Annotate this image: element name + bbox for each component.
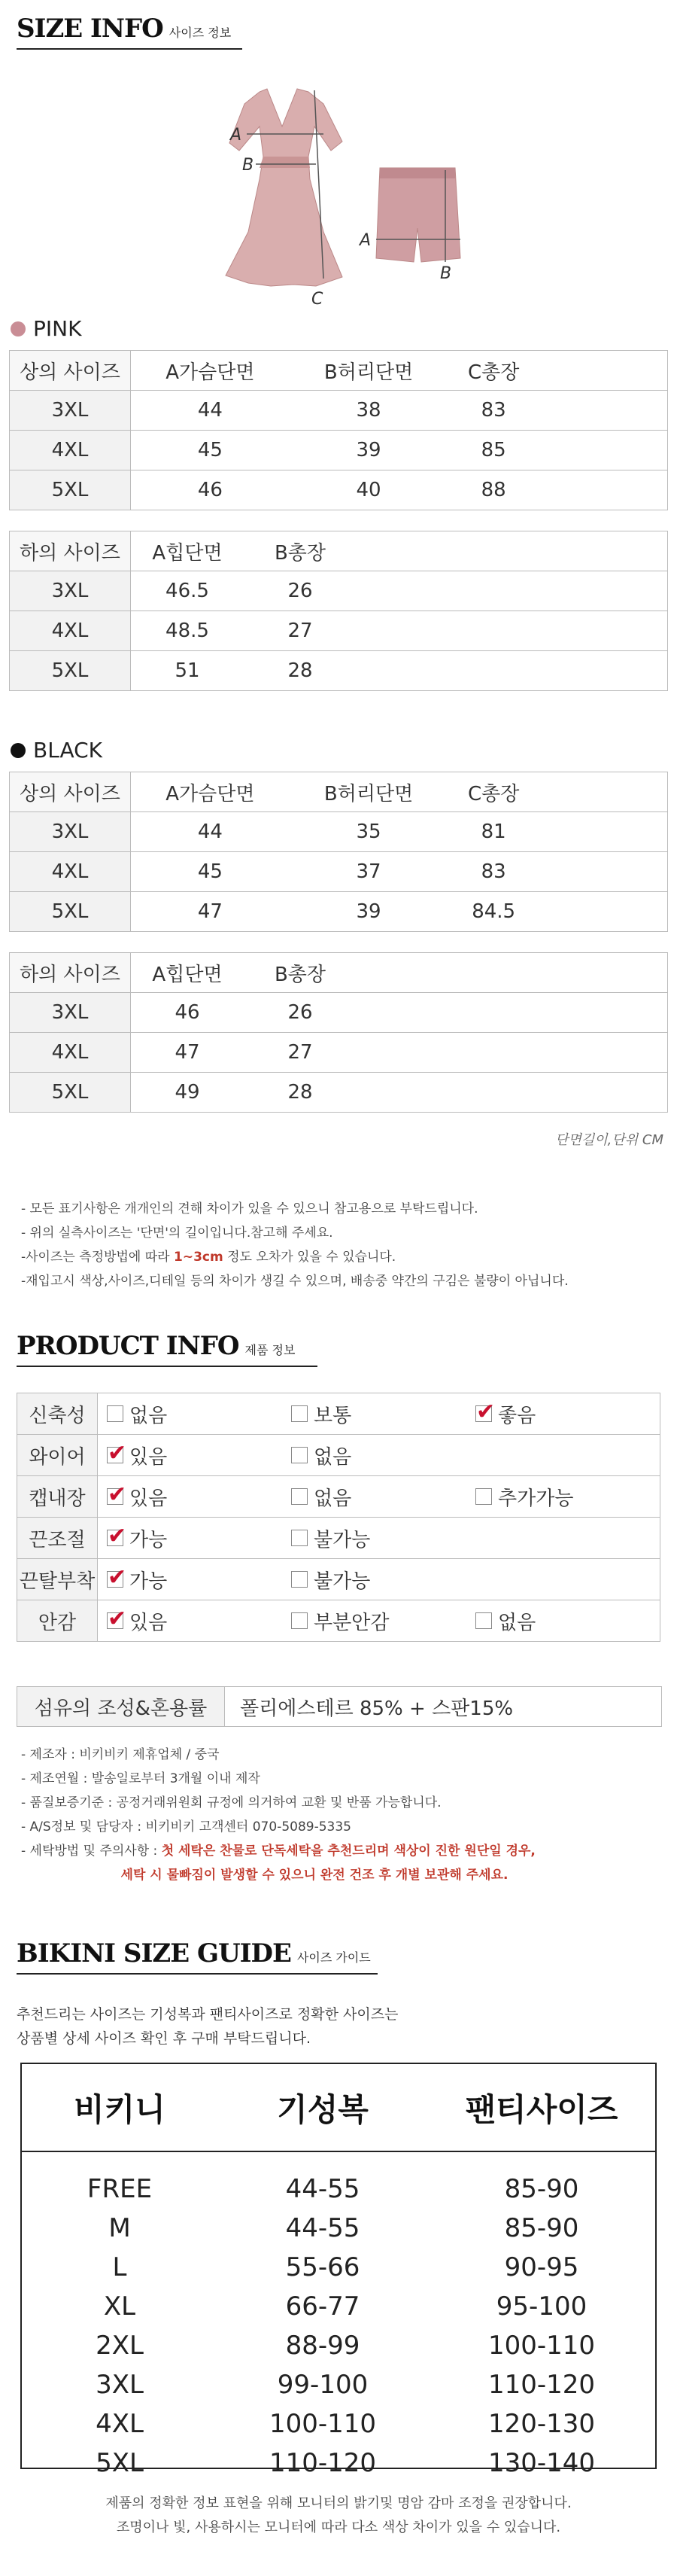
- value-cell: 39: [290, 431, 448, 470]
- checkbox-icon: [291, 1488, 308, 1505]
- value-cell: 85: [448, 431, 539, 470]
- product-info-table: [17, 1393, 660, 1642]
- value-cell: 37: [290, 852, 448, 892]
- dress-drawing: [226, 89, 342, 286]
- checkbox-icon: [291, 1530, 308, 1546]
- size-cell: 3XL: [10, 391, 131, 431]
- size-notes: [21, 1197, 569, 1293]
- note-line: - 품질보증기준 : 공정거래위원회 규정에 의거하여 교환 및 반품 가능합니다.: [21, 1795, 442, 1810]
- checked-checkbox-icon: [107, 1447, 123, 1463]
- checked-checkbox-icon: [107, 1571, 123, 1588]
- value-cell: 47: [131, 892, 290, 932]
- table-row: [10, 611, 668, 651]
- checked-checkbox-icon: [107, 1530, 123, 1546]
- value-cell: 48.5: [131, 611, 244, 651]
- value-cell: 27: [244, 1033, 357, 1073]
- value-cell: 88: [448, 470, 539, 510]
- table-row: [17, 1435, 660, 1476]
- shorts-drawing: [376, 168, 460, 262]
- table-header: 하의 사이즈: [10, 953, 131, 993]
- checkbox-icon: [475, 1612, 492, 1629]
- table-row: 2XL 88-99 100-110: [96, 2331, 596, 2361]
- checkbox-icon: [291, 1612, 308, 1629]
- size-info-subtitle: 사이즈 정보: [168, 26, 232, 40]
- intro-line: 추천드리는 사이즈는 기성복과 팬티사이즈로 정확한 사이즈는: [17, 2006, 399, 2023]
- table-row: 4XL 100-110 120-130: [96, 2409, 596, 2439]
- checkbox-icon: [291, 1405, 308, 1422]
- table-row: [10, 571, 668, 611]
- pink-label: [11, 316, 81, 341]
- value-cell: 83: [448, 391, 539, 431]
- checkbox-icon: [291, 1571, 308, 1588]
- bikini-guide-intro: [17, 2002, 398, 2051]
- note-highlight: 세탁 시 물빠짐이 발생할 수 있으니 완전 건조 후 개별 보관해 주세요.: [120, 1868, 509, 1883]
- pink-bottom-table: [9, 531, 668, 691]
- value-cell: 38: [290, 391, 448, 431]
- value-cell: 26: [244, 993, 357, 1033]
- option-label: 불가능: [314, 1570, 371, 1593]
- size-info-header: [17, 14, 242, 50]
- table-row: [10, 431, 668, 470]
- note-line: [21, 1839, 608, 1863]
- value-cell: 28: [244, 1073, 357, 1113]
- table-row: [10, 892, 668, 932]
- pink-label-text: PINK: [33, 316, 82, 341]
- note-text: - 세탁방법 및 주의사항 :: [21, 1844, 162, 1859]
- value-cell: 46: [131, 470, 290, 510]
- pink-dot: [11, 321, 26, 336]
- size-cell: 5XL: [10, 1073, 131, 1113]
- size-cell: 3XL: [10, 812, 131, 852]
- fiber-value: 폴리에스테르 85% + 스판15%: [240, 1697, 514, 1720]
- table-row: [17, 1393, 660, 1435]
- black-top-table: [9, 772, 668, 932]
- size-cell: 5XL: [10, 470, 131, 510]
- value-cell: 27: [244, 611, 357, 651]
- table-row: [17, 1476, 660, 1518]
- table-row: M 44-55 85-90: [108, 2213, 579, 2243]
- value-cell: 35: [290, 812, 448, 852]
- table-row: [10, 852, 668, 892]
- size-cell: 4XL: [10, 1033, 131, 1073]
- table-header: 하의 사이즈: [10, 531, 131, 571]
- value-cell: 81: [448, 812, 539, 852]
- size-cell: 4XL: [10, 611, 131, 651]
- label-c: C: [311, 290, 323, 309]
- table-row: [17, 1600, 660, 1642]
- option-label: 가능: [129, 1528, 168, 1551]
- option-label: 있음: [129, 1445, 168, 1469]
- table-row: [17, 1559, 660, 1600]
- note-text: -사이즈는 측정방법에 따라: [21, 1250, 174, 1265]
- bikini-guide-header: [17, 1938, 378, 1975]
- value-cell: 26: [244, 571, 357, 611]
- value-cell: 84.5: [448, 892, 539, 932]
- row-label: 끈조절: [17, 1518, 98, 1559]
- table-row: XL 66-77 95-100: [103, 2291, 587, 2322]
- size-cell: 5XL: [10, 892, 131, 932]
- table-row: [10, 470, 668, 510]
- value-cell: 46.5: [131, 571, 244, 611]
- fiber-label: 섬유의 조성&혼용률: [17, 1687, 225, 1726]
- note-text: 정도 오차가 있을 수 있습니다.: [223, 1250, 396, 1265]
- value-cell: 39: [290, 892, 448, 932]
- black-bottom-table: [9, 952, 668, 1113]
- value-cell: 83: [448, 852, 539, 892]
- table-header: A힙단면: [131, 953, 244, 993]
- table-row: [10, 1033, 668, 1073]
- option-label: 없음: [314, 1487, 352, 1510]
- table-row: [10, 391, 668, 431]
- table-header: B허리단면: [290, 351, 448, 391]
- size-cell: 3XL: [10, 571, 131, 611]
- value-cell: 44: [131, 812, 290, 852]
- size-cell: 4XL: [10, 852, 131, 892]
- bikini-guide-subtitle: 사이즈 가이드: [296, 1950, 371, 1965]
- product-info-title: PRODUCT INFO: [17, 1331, 239, 1361]
- size-info-title: SIZE INFO: [17, 14, 163, 44]
- size-cell: 3XL: [10, 993, 131, 1033]
- table-header: C총장: [448, 351, 539, 391]
- note-line: - 제조연월 : 발송일로부터 3개월 이내 제작: [21, 1771, 260, 1786]
- label-a-shorts: A: [360, 231, 372, 250]
- note-highlight: 1~3cm: [174, 1250, 223, 1265]
- row-label: 캡내장: [17, 1476, 98, 1518]
- note-line: - 위의 실측사이즈는 '단면'의 길이입니다.참고해 주세요.: [21, 1226, 333, 1241]
- black-label: [11, 738, 102, 763]
- option-label: 없음: [498, 1611, 536, 1634]
- option-label: 있음: [129, 1487, 168, 1510]
- table-row: 5XL 110-120 130-140: [96, 2448, 596, 2478]
- unit-note: 단면길이,단위 CM: [555, 1132, 663, 1148]
- row-label: 안감: [17, 1600, 98, 1642]
- note-line: [21, 1863, 608, 1887]
- table-row: 3XL 99-100 110-120: [96, 2370, 596, 2400]
- product-info-subtitle: 제품 정보: [244, 1343, 296, 1357]
- product-notes: [21, 1743, 608, 1887]
- footer-line: 제품의 정확한 정보 표현을 위해 모니터의 밝기및 명암 감마 조정을 권장합니다.: [105, 2495, 572, 2511]
- value-cell: 49: [131, 1073, 244, 1113]
- table-row: [10, 993, 668, 1033]
- fiber-composition: [17, 1686, 662, 1727]
- checked-checkbox-icon: [107, 1488, 123, 1505]
- table-header: 비키니: [74, 2090, 165, 2128]
- value-cell: 47: [131, 1033, 244, 1073]
- table-header: C총장: [448, 772, 539, 812]
- table-header: 상의 사이즈: [10, 351, 131, 391]
- bikini-guide-title: BIKINI SIZE GUIDE: [17, 1938, 291, 1969]
- option-label: 없음: [129, 1404, 168, 1427]
- value-cell: 28: [244, 651, 357, 691]
- table-header: 상의 사이즈: [10, 772, 131, 812]
- bikini-guide-footer: [0, 2492, 677, 2540]
- option-label: 불가능: [314, 1528, 371, 1551]
- checked-checkbox-icon: [475, 1405, 492, 1422]
- row-label: 와이어: [17, 1435, 98, 1476]
- table-header: 기성복: [277, 2090, 369, 2128]
- table-row: FREE 44-55 85-90: [87, 2174, 579, 2204]
- option-label: 좋음: [498, 1404, 536, 1427]
- note-line: - 제조자 : 비키비키 제휴업체 / 중국: [21, 1747, 220, 1762]
- bikini-size-table: [20, 2063, 657, 2478]
- table-header: B총장: [244, 531, 357, 571]
- table-row: [17, 1518, 660, 1559]
- label-a: A: [230, 126, 242, 145]
- label-b: B: [242, 156, 254, 175]
- table-row: [10, 651, 668, 691]
- value-cell: 45: [131, 852, 290, 892]
- option-label: 가능: [129, 1570, 168, 1593]
- table-row: [10, 812, 668, 852]
- checkbox-icon: [107, 1405, 123, 1422]
- note-highlight: 첫 세탁은 찬물로 단독세탁을 추천드리며 색상이 진한 원단일 경우,: [161, 1844, 536, 1859]
- checked-checkbox-icon: [107, 1612, 123, 1629]
- table-header: A가슴단면: [131, 351, 290, 391]
- intro-line: 상품별 상세 사이즈 확인 후 구매 부탁드립니다.: [17, 2030, 311, 2047]
- product-info-header: [17, 1331, 317, 1367]
- black-label-text: BLACK: [33, 738, 103, 763]
- note-line: [21, 1245, 569, 1269]
- pink-top-table: [9, 350, 668, 510]
- value-cell: 46: [131, 993, 244, 1033]
- note-line: - 모든 표기사항은 개개인의 견해 차이가 있을 수 있으니 참고용으로 부탁드립니다.: [21, 1201, 478, 1216]
- option-label: 있음: [129, 1611, 168, 1634]
- label-b-shorts: B: [440, 264, 452, 283]
- checkbox-icon: [475, 1488, 492, 1505]
- table-header: A가슴단면: [131, 772, 290, 812]
- note-line: -재입고시 색상,사이즈,디테일 등의 차이가 생길 수 있으며, 배송중 약간의 구김은 불량이 아닙니다.: [21, 1274, 569, 1289]
- table-row: [10, 1073, 668, 1113]
- bikini-table-rows: [22, 2170, 655, 2483]
- value-cell: 40: [290, 470, 448, 510]
- value-cell: 51: [131, 651, 244, 691]
- row-label: 신축성: [17, 1393, 98, 1435]
- table-header: 팬티사이즈: [465, 2090, 618, 2128]
- size-cell: 4XL: [10, 431, 131, 470]
- table-header: A힙단면: [131, 531, 244, 571]
- size-cell: 5XL: [10, 651, 131, 691]
- row-label: 끈탈부착: [17, 1559, 98, 1600]
- value-cell: 44: [131, 391, 290, 431]
- table-header: B총장: [244, 953, 357, 993]
- bikini-table-header: [22, 2064, 655, 2152]
- option-label: 보통: [314, 1404, 352, 1427]
- option-label: 없음: [314, 1445, 352, 1469]
- note-line: - A/S정보 및 담당자 : 비키비키 고객센터 070-5089-5335: [21, 1819, 351, 1835]
- value-cell: 45: [131, 431, 290, 470]
- garment-illustration: [0, 81, 677, 322]
- option-label: 부분안감: [314, 1611, 390, 1634]
- black-dot: [11, 743, 26, 758]
- table-row: L 55-66 90-95: [112, 2252, 579, 2282]
- option-label: 추가가능: [498, 1487, 574, 1510]
- checkbox-icon: [291, 1447, 308, 1463]
- footer-line: 조명이나 빛, 사용하시는 모니터에 따라 다소 색상 차이가 있을 수 있습니다.: [116, 2520, 561, 2535]
- table-header: B허리단면: [290, 772, 448, 812]
